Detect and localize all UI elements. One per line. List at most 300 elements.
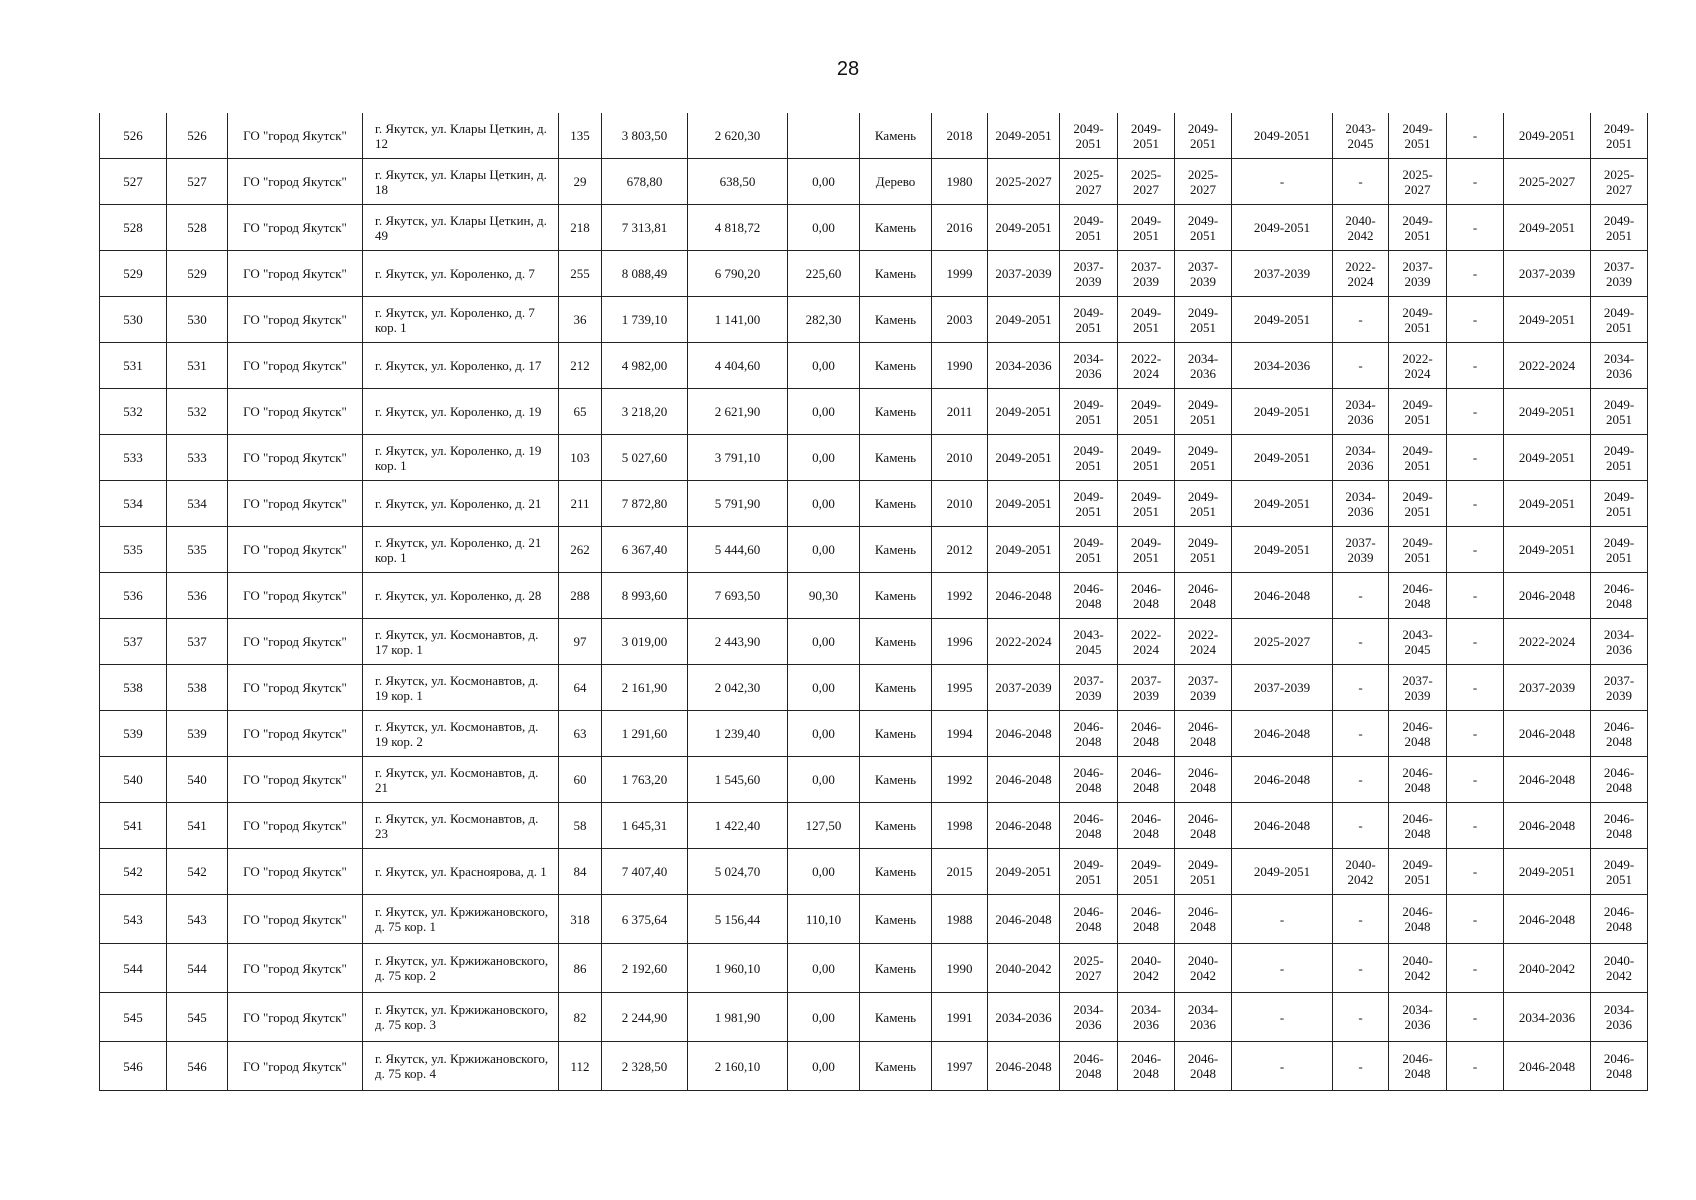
page-number: 28 — [836, 58, 860, 80]
work-period-cell-6: - — [1333, 159, 1389, 205]
work-period-cell-5: - — [1232, 1042, 1333, 1091]
total-area-cell: 2 244,90 — [602, 993, 688, 1042]
nonresidential-area-cell: 0,00 — [788, 343, 860, 389]
table-row — [100, 619, 1648, 665]
work-period-cell-1: 2037-2039 — [988, 665, 1060, 711]
work-period-cell-10: 2049-2051 — [1591, 113, 1648, 159]
table-row — [100, 803, 1648, 849]
address-cell: г. Якутск, ул. Кржижановского, д. 75 кор. 2 — [363, 944, 559, 993]
work-period-cell-2: 2034-2036 — [1060, 993, 1118, 1042]
municipality-cell: ГО "город Якутск" — [228, 251, 363, 297]
total-area-cell: 3 803,50 — [602, 113, 688, 159]
total-area-cell: 7 313,81 — [602, 205, 688, 251]
work-period-cell-2: 2025-2027 — [1060, 944, 1118, 993]
nonresidential-area-cell — [788, 113, 860, 159]
municipality-cell: ГО "город Якутск" — [228, 573, 363, 619]
nonresidential-area-cell: 282,30 — [788, 297, 860, 343]
table-row — [100, 297, 1648, 343]
work-period-cell-1: 2049-2051 — [988, 527, 1060, 573]
municipality-cell: ГО "город Якутск" — [228, 993, 363, 1042]
work-period-cell-2: 2049-2051 — [1060, 113, 1118, 159]
work-period-cell-7: 2046-2048 — [1389, 895, 1447, 944]
address-cell: г. Якутск, ул. Космонавтов, д. 19 кор. 2 — [363, 711, 559, 757]
row-number-cell: 532 — [100, 389, 167, 435]
work-period-cell-4: 2046-2048 — [1175, 711, 1232, 757]
work-period-cell-5: 2046-2048 — [1232, 757, 1333, 803]
work-period-cell-7: 2049-2051 — [1389, 205, 1447, 251]
address-cell: г. Якутск, ул. Клары Цеткин, д. 18 — [363, 159, 559, 205]
wall-material-cell: Камень — [860, 297, 932, 343]
work-period-cell-4: 2049-2051 — [1175, 849, 1232, 895]
row-number-cell: 526 — [100, 113, 167, 159]
work-period-cell-4: 2049-2051 — [1175, 435, 1232, 481]
work-period-cell-1: 2046-2048 — [988, 711, 1060, 757]
work-period-cell-1: 2049-2051 — [988, 849, 1060, 895]
total-area-cell: 678,80 — [602, 159, 688, 205]
nonresidential-area-cell: 0,00 — [788, 665, 860, 711]
work-period-cell-2: 2046-2048 — [1060, 803, 1118, 849]
residential-area-cell: 5 156,44 — [688, 895, 788, 944]
work-period-cell-8: - — [1447, 251, 1504, 297]
row-number-cell: 540 — [100, 757, 167, 803]
residents-cell: 212 — [559, 343, 602, 389]
residential-area-cell: 2 160,10 — [688, 1042, 788, 1091]
work-period-cell-1: 2034-2036 — [988, 343, 1060, 389]
residents-cell: 135 — [559, 113, 602, 159]
municipality-cell: ГО "город Якутск" — [228, 205, 363, 251]
nonresidential-area-cell: 0,00 — [788, 435, 860, 481]
table-row — [100, 343, 1648, 389]
residents-cell: 262 — [559, 527, 602, 573]
work-period-cell-6: - — [1333, 757, 1389, 803]
registry-number-cell: 539 — [167, 711, 228, 757]
work-period-cell-4: 2046-2048 — [1175, 803, 1232, 849]
work-period-cell-2: 2046-2048 — [1060, 757, 1118, 803]
work-period-cell-5: 2037-2039 — [1232, 251, 1333, 297]
work-period-cell-1: 2037-2039 — [988, 251, 1060, 297]
wall-material-cell: Камень — [860, 619, 932, 665]
work-period-cell-5: 2046-2048 — [1232, 803, 1333, 849]
work-period-cell-7: 2049-2051 — [1389, 435, 1447, 481]
work-period-cell-2: 2046-2048 — [1060, 895, 1118, 944]
table-row — [100, 113, 1648, 159]
table-row — [100, 895, 1648, 944]
commission-year-cell: 1995 — [932, 665, 988, 711]
work-period-cell-7: 2049-2051 — [1389, 389, 1447, 435]
work-period-cell-9: 2049-2051 — [1504, 113, 1591, 159]
row-number-cell: 529 — [100, 251, 167, 297]
nonresidential-area-cell: 0,00 — [788, 993, 860, 1042]
work-period-cell-8: - — [1447, 435, 1504, 481]
municipality-cell: ГО "город Якутск" — [228, 527, 363, 573]
work-period-cell-3: 2046-2048 — [1118, 573, 1175, 619]
work-period-cell-3: 2049-2051 — [1118, 435, 1175, 481]
row-number-cell: 534 — [100, 481, 167, 527]
municipality-cell: ГО "город Якутск" — [228, 481, 363, 527]
work-period-cell-1: 2022-2024 — [988, 619, 1060, 665]
table-row — [100, 665, 1648, 711]
row-number-cell: 541 — [100, 803, 167, 849]
work-period-cell-1: 2049-2051 — [988, 389, 1060, 435]
registry-number-cell: 542 — [167, 849, 228, 895]
work-period-cell-2: 2046-2048 — [1060, 711, 1118, 757]
work-period-cell-9: 2049-2051 — [1504, 205, 1591, 251]
total-area-cell: 6 375,64 — [602, 895, 688, 944]
work-period-cell-5: 2049-2051 — [1232, 205, 1333, 251]
residential-area-cell: 6 790,20 — [688, 251, 788, 297]
table-row — [100, 527, 1648, 573]
commission-year-cell: 1992 — [932, 573, 988, 619]
work-period-cell-7: 2025-2027 — [1389, 159, 1447, 205]
nonresidential-area-cell: 225,60 — [788, 251, 860, 297]
municipality-cell: ГО "город Якутск" — [228, 159, 363, 205]
work-period-cell-8: - — [1447, 619, 1504, 665]
work-period-cell-10: 2046-2048 — [1591, 1042, 1648, 1091]
commission-year-cell: 1990 — [932, 343, 988, 389]
work-period-cell-7: 2022-2024 — [1389, 343, 1447, 389]
work-period-cell-3: 2022-2024 — [1118, 619, 1175, 665]
registry-number-cell: 530 — [167, 297, 228, 343]
residential-area-cell: 1 981,90 — [688, 993, 788, 1042]
residents-cell: 63 — [559, 711, 602, 757]
address-cell: г. Якутск, ул. Короленко, д. 21 кор. 1 — [363, 527, 559, 573]
work-period-cell-10: 2025-2027 — [1591, 159, 1648, 205]
table-row — [100, 435, 1648, 481]
work-period-cell-7: 2043-2045 — [1389, 619, 1447, 665]
work-period-cell-9: 2046-2048 — [1504, 757, 1591, 803]
municipality-cell: ГО "город Якутск" — [228, 665, 363, 711]
work-period-cell-8: - — [1447, 665, 1504, 711]
table-row — [100, 757, 1648, 803]
work-period-cell-9: 2022-2024 — [1504, 343, 1591, 389]
work-period-cell-5: 2049-2051 — [1232, 849, 1333, 895]
work-period-cell-8: - — [1447, 113, 1504, 159]
work-period-cell-3: 2049-2051 — [1118, 849, 1175, 895]
work-period-cell-7: 2049-2051 — [1389, 481, 1447, 527]
total-area-cell: 2 328,50 — [602, 1042, 688, 1091]
municipality-cell: ГО "город Якутск" — [228, 895, 363, 944]
registry-number-cell: 531 — [167, 343, 228, 389]
residents-cell: 60 — [559, 757, 602, 803]
residents-cell: 82 — [559, 993, 602, 1042]
residents-cell: 211 — [559, 481, 602, 527]
wall-material-cell: Камень — [860, 944, 932, 993]
work-period-cell-8: - — [1447, 159, 1504, 205]
commission-year-cell: 2010 — [932, 435, 988, 481]
work-period-cell-10: 2049-2051 — [1591, 527, 1648, 573]
residential-area-cell: 2 042,30 — [688, 665, 788, 711]
wall-material-cell: Камень — [860, 993, 932, 1042]
municipality-cell: ГО "город Якутск" — [228, 1042, 363, 1091]
work-period-cell-2: 2049-2051 — [1060, 297, 1118, 343]
work-period-cell-2: 2037-2039 — [1060, 251, 1118, 297]
work-period-cell-3: 2049-2051 — [1118, 481, 1175, 527]
residential-area-cell: 2 443,90 — [688, 619, 788, 665]
work-period-cell-3: 2046-2048 — [1118, 1042, 1175, 1091]
work-period-cell-10: 2049-2051 — [1591, 389, 1648, 435]
work-period-cell-3: 2046-2048 — [1118, 711, 1175, 757]
nonresidential-area-cell: 0,00 — [788, 481, 860, 527]
work-period-cell-1: 2049-2051 — [988, 113, 1060, 159]
work-period-cell-2: 2049-2051 — [1060, 849, 1118, 895]
work-period-cell-8: - — [1447, 849, 1504, 895]
work-period-cell-10: 2034-2036 — [1591, 993, 1648, 1042]
work-period-cell-2: 2037-2039 — [1060, 665, 1118, 711]
municipality-cell: ГО "город Якутск" — [228, 944, 363, 993]
work-period-cell-7: 2046-2048 — [1389, 711, 1447, 757]
work-period-cell-1: 2049-2051 — [988, 297, 1060, 343]
total-area-cell: 3 218,20 — [602, 389, 688, 435]
work-period-cell-9: 2040-2042 — [1504, 944, 1591, 993]
residents-cell: 86 — [559, 944, 602, 993]
work-period-cell-4: 2049-2051 — [1175, 205, 1232, 251]
wall-material-cell: Камень — [860, 573, 932, 619]
work-period-cell-4: 2046-2048 — [1175, 895, 1232, 944]
wall-material-cell: Камень — [860, 757, 932, 803]
row-number-cell: 539 — [100, 711, 167, 757]
residential-area-cell: 1 960,10 — [688, 944, 788, 993]
municipality-cell: ГО "город Якутск" — [228, 389, 363, 435]
row-number-cell: 543 — [100, 895, 167, 944]
total-area-cell: 2 161,90 — [602, 665, 688, 711]
total-area-cell: 8 088,49 — [602, 251, 688, 297]
work-period-cell-3: 2046-2048 — [1118, 757, 1175, 803]
nonresidential-area-cell: 0,00 — [788, 527, 860, 573]
work-period-cell-5: - — [1232, 159, 1333, 205]
municipality-cell: ГО "город Якутск" — [228, 343, 363, 389]
work-period-cell-3: 2025-2027 — [1118, 159, 1175, 205]
work-period-cell-6: - — [1333, 619, 1389, 665]
registry-number-cell: 538 — [167, 665, 228, 711]
work-period-cell-3: 2037-2039 — [1118, 251, 1175, 297]
residents-cell: 65 — [559, 389, 602, 435]
address-cell: г. Якутск, ул. Красноярова, д. 1 — [363, 849, 559, 895]
registry-number-cell: 541 — [167, 803, 228, 849]
work-period-cell-9: 2025-2027 — [1504, 159, 1591, 205]
residential-area-cell: 4 404,60 — [688, 343, 788, 389]
work-period-cell-10: 2046-2048 — [1591, 711, 1648, 757]
work-period-cell-5: 2049-2051 — [1232, 297, 1333, 343]
work-period-cell-3: 2034-2036 — [1118, 993, 1175, 1042]
work-period-cell-6: - — [1333, 297, 1389, 343]
work-period-cell-6: 2034-2036 — [1333, 435, 1389, 481]
address-cell: г. Якутск, ул. Клары Цеткин, д. 12 — [363, 113, 559, 159]
work-period-cell-7: 2040-2042 — [1389, 944, 1447, 993]
total-area-cell: 3 019,00 — [602, 619, 688, 665]
work-period-cell-4: 2049-2051 — [1175, 527, 1232, 573]
total-area-cell: 4 982,00 — [602, 343, 688, 389]
work-period-cell-4: 2046-2048 — [1175, 1042, 1232, 1091]
work-period-cell-8: - — [1447, 895, 1504, 944]
table-body — [100, 113, 1648, 1091]
row-number-cell: 531 — [100, 343, 167, 389]
commission-year-cell: 1990 — [932, 944, 988, 993]
work-period-cell-1: 2046-2048 — [988, 803, 1060, 849]
work-period-cell-5: 2049-2051 — [1232, 481, 1333, 527]
work-period-cell-9: 2049-2051 — [1504, 389, 1591, 435]
total-area-cell: 1 645,31 — [602, 803, 688, 849]
municipality-cell: ГО "город Якутск" — [228, 803, 363, 849]
work-period-cell-7: 2037-2039 — [1389, 665, 1447, 711]
work-period-cell-5: 2046-2048 — [1232, 711, 1333, 757]
row-number-cell: 538 — [100, 665, 167, 711]
residents-cell: 84 — [559, 849, 602, 895]
work-period-cell-9: 2034-2036 — [1504, 993, 1591, 1042]
residents-cell: 36 — [559, 297, 602, 343]
wall-material-cell: Камень — [860, 803, 932, 849]
work-period-cell-6: - — [1333, 343, 1389, 389]
row-number-cell: 530 — [100, 297, 167, 343]
commission-year-cell: 1991 — [932, 993, 988, 1042]
residential-area-cell: 2 620,30 — [688, 113, 788, 159]
work-period-cell-6: - — [1333, 895, 1389, 944]
table-row — [100, 159, 1648, 205]
residential-area-cell: 638,50 — [688, 159, 788, 205]
wall-material-cell: Камень — [860, 527, 932, 573]
commission-year-cell: 1980 — [932, 159, 988, 205]
work-period-cell-4: 2025-2027 — [1175, 159, 1232, 205]
work-period-cell-4: 2046-2048 — [1175, 573, 1232, 619]
registry-number-cell: 537 — [167, 619, 228, 665]
work-period-cell-10: 2046-2048 — [1591, 573, 1648, 619]
work-period-cell-6: 2034-2036 — [1333, 389, 1389, 435]
work-period-cell-4: 2040-2042 — [1175, 944, 1232, 993]
municipality-cell: ГО "город Якутск" — [228, 113, 363, 159]
work-period-cell-2: 2034-2036 — [1060, 343, 1118, 389]
wall-material-cell: Камень — [860, 435, 932, 481]
work-period-cell-9: 2049-2051 — [1504, 481, 1591, 527]
table-row — [100, 944, 1648, 993]
wall-material-cell: Камень — [860, 389, 932, 435]
table-row — [100, 389, 1648, 435]
registry-number-cell: 532 — [167, 389, 228, 435]
row-number-cell: 546 — [100, 1042, 167, 1091]
registry-number-cell: 533 — [167, 435, 228, 481]
work-period-cell-3: 2037-2039 — [1118, 665, 1175, 711]
registry-number-cell: 535 — [167, 527, 228, 573]
registry-number-cell: 543 — [167, 895, 228, 944]
work-period-cell-5: - — [1232, 993, 1333, 1042]
work-period-cell-4: 2037-2039 — [1175, 251, 1232, 297]
municipality-cell: ГО "город Якутск" — [228, 435, 363, 481]
work-period-cell-9: 2046-2048 — [1504, 803, 1591, 849]
registry-number-cell: 546 — [167, 1042, 228, 1091]
nonresidential-area-cell: 110,10 — [788, 895, 860, 944]
table-row — [100, 481, 1648, 527]
row-number-cell: 533 — [100, 435, 167, 481]
nonresidential-area-cell: 0,00 — [788, 389, 860, 435]
nonresidential-area-cell: 0,00 — [788, 944, 860, 993]
work-period-cell-9: 2046-2048 — [1504, 573, 1591, 619]
wall-material-cell: Камень — [860, 711, 932, 757]
work-period-cell-9: 2049-2051 — [1504, 849, 1591, 895]
work-period-cell-7: 2049-2051 — [1389, 297, 1447, 343]
address-cell: г. Якутск, ул. Кржижановского, д. 75 кор. 4 — [363, 1042, 559, 1091]
work-period-cell-6: - — [1333, 993, 1389, 1042]
residents-cell: 103 — [559, 435, 602, 481]
work-period-cell-5: 2049-2051 — [1232, 527, 1333, 573]
registry-number-cell: 529 — [167, 251, 228, 297]
municipality-cell: ГО "город Якутск" — [228, 619, 363, 665]
work-period-cell-3: 2046-2048 — [1118, 895, 1175, 944]
work-period-cell-9: 2037-2039 — [1504, 665, 1591, 711]
row-number-cell: 527 — [100, 159, 167, 205]
nonresidential-area-cell: 0,00 — [788, 1042, 860, 1091]
address-cell: г. Якутск, ул. Клары Цеткин, д. 49 — [363, 205, 559, 251]
work-period-cell-10: 2037-2039 — [1591, 665, 1648, 711]
residential-area-cell: 7 693,50 — [688, 573, 788, 619]
nonresidential-area-cell: 0,00 — [788, 159, 860, 205]
work-period-cell-5: 2025-2027 — [1232, 619, 1333, 665]
wall-material-cell: Камень — [860, 113, 932, 159]
work-period-cell-9: 2022-2024 — [1504, 619, 1591, 665]
work-period-cell-9: 2046-2048 — [1504, 895, 1591, 944]
work-period-cell-8: - — [1447, 481, 1504, 527]
address-cell: г. Якутск, ул. Кржижановского, д. 75 кор. 1 — [363, 895, 559, 944]
work-period-cell-8: - — [1447, 757, 1504, 803]
row-number-cell: 536 — [100, 573, 167, 619]
residents-cell: 58 — [559, 803, 602, 849]
work-period-cell-8: - — [1447, 297, 1504, 343]
nonresidential-area-cell: 0,00 — [788, 619, 860, 665]
wall-material-cell: Камень — [860, 665, 932, 711]
work-period-cell-6: 2022-2024 — [1333, 251, 1389, 297]
total-area-cell: 7 407,40 — [602, 849, 688, 895]
work-period-cell-4: 2022-2024 — [1175, 619, 1232, 665]
address-cell: г. Якутск, ул. Кржижановского, д. 75 кор. 3 — [363, 993, 559, 1042]
work-period-cell-3: 2049-2051 — [1118, 297, 1175, 343]
table-row — [100, 573, 1648, 619]
address-cell: г. Якутск, ул. Короленко, д. 7 кор. 1 — [363, 297, 559, 343]
work-period-cell-2: 2046-2048 — [1060, 1042, 1118, 1091]
wall-material-cell: Камень — [860, 343, 932, 389]
registry-number-cell: 540 — [167, 757, 228, 803]
work-period-cell-2: 2043-2045 — [1060, 619, 1118, 665]
work-period-cell-1: 2049-2051 — [988, 435, 1060, 481]
commission-year-cell: 1994 — [932, 711, 988, 757]
commission-year-cell: 2018 — [932, 113, 988, 159]
work-period-cell-10: 2046-2048 — [1591, 757, 1648, 803]
work-period-cell-6: 2040-2042 — [1333, 205, 1389, 251]
commission-year-cell: 1997 — [932, 1042, 988, 1091]
commission-year-cell: 2016 — [932, 205, 988, 251]
work-period-cell-5: 2046-2048 — [1232, 573, 1333, 619]
total-area-cell: 8 993,60 — [602, 573, 688, 619]
work-period-cell-8: - — [1447, 527, 1504, 573]
work-period-cell-6: 2043-2045 — [1333, 113, 1389, 159]
work-period-cell-10: 2040-2042 — [1591, 944, 1648, 993]
work-period-cell-4: 2049-2051 — [1175, 481, 1232, 527]
table-row — [100, 205, 1648, 251]
residential-area-cell: 4 818,72 — [688, 205, 788, 251]
registry-number-cell: 526 — [167, 113, 228, 159]
work-period-cell-8: - — [1447, 343, 1504, 389]
work-period-cell-8: - — [1447, 803, 1504, 849]
residential-area-cell: 1 239,40 — [688, 711, 788, 757]
commission-year-cell: 1988 — [932, 895, 988, 944]
total-area-cell: 1 739,10 — [602, 297, 688, 343]
commission-year-cell: 2011 — [932, 389, 988, 435]
work-period-cell-10: 2046-2048 — [1591, 803, 1648, 849]
registry-number-cell: 544 — [167, 944, 228, 993]
wall-material-cell: Камень — [860, 895, 932, 944]
address-cell: г. Якутск, ул. Короленко, д. 19 кор. 1 — [363, 435, 559, 481]
work-period-cell-4: 2049-2051 — [1175, 297, 1232, 343]
work-period-cell-2: 2025-2027 — [1060, 159, 1118, 205]
address-cell: г. Якутск, ул. Короленко, д. 17 — [363, 343, 559, 389]
nonresidential-area-cell: 127,50 — [788, 803, 860, 849]
work-period-cell-5: 2034-2036 — [1232, 343, 1333, 389]
